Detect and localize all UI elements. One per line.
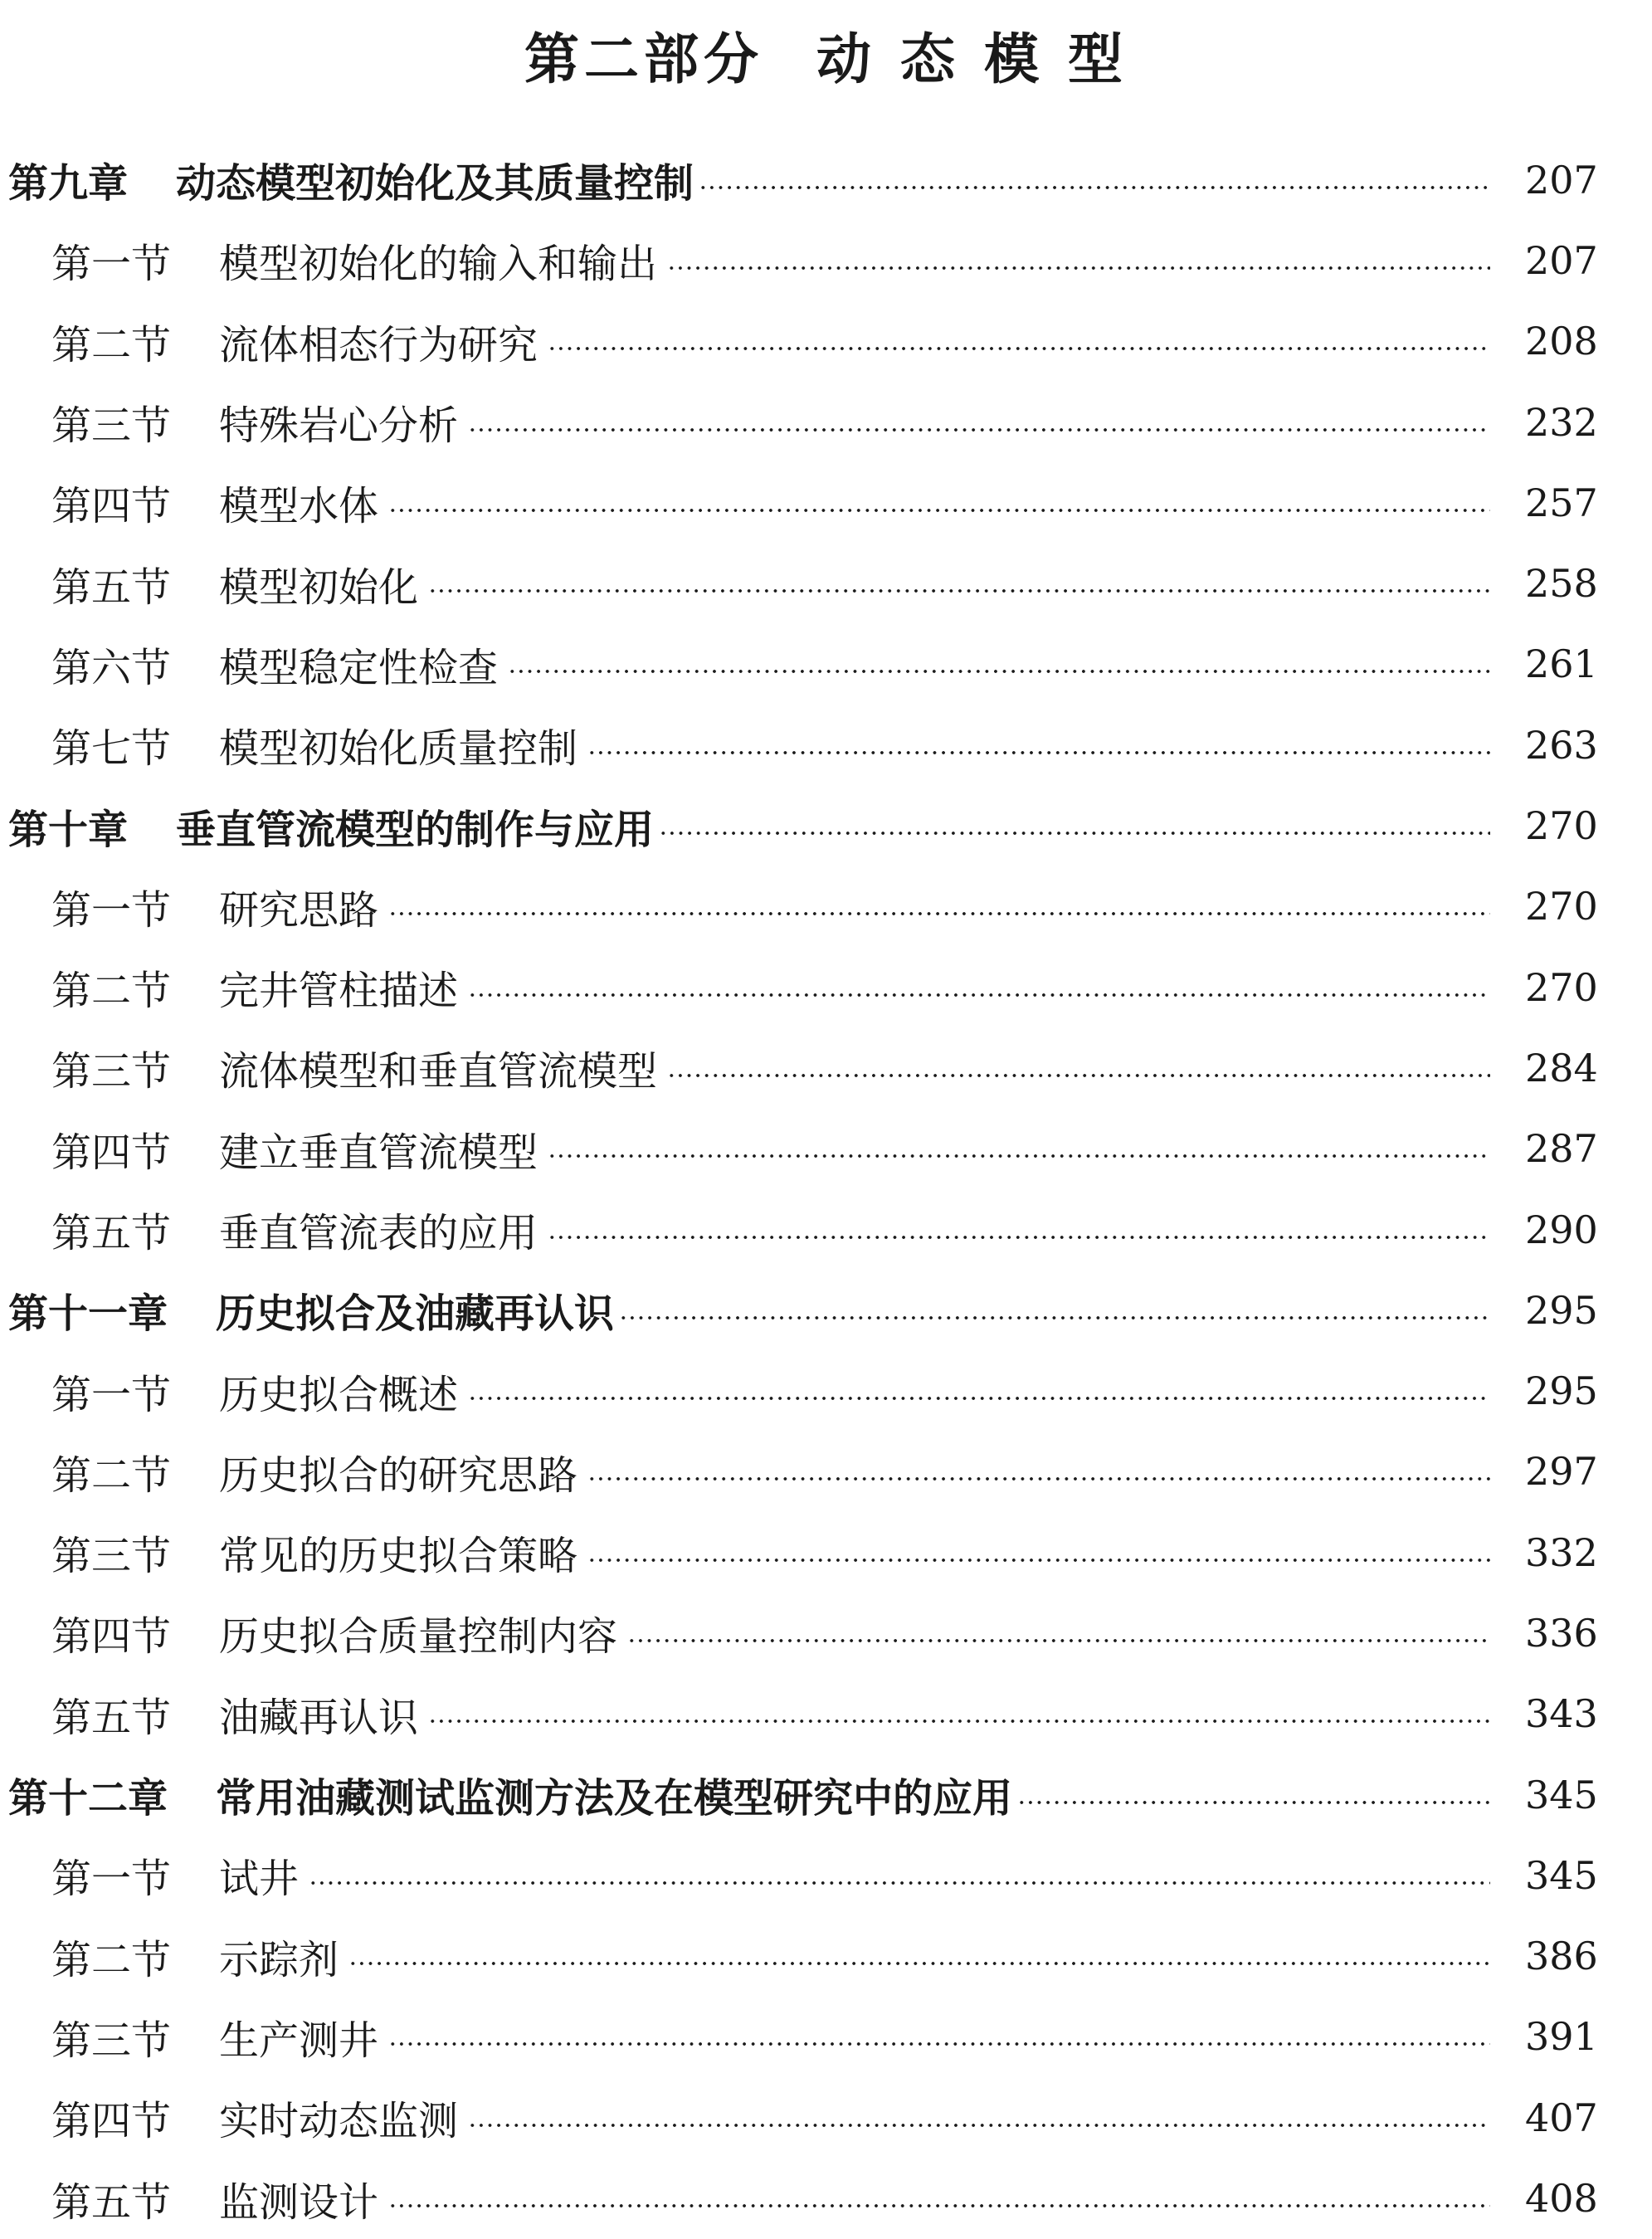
toc-entry-title: 动态模型初始化及其质量控制: [176, 160, 694, 207]
toc-entry-title: 模型初始化质量控制: [219, 725, 578, 773]
dot-leader: [428, 589, 1490, 593]
toc-section-row[interactable]: [8, 1674, 1598, 1754]
toc-entry-title: 历史拟合概述: [219, 1371, 459, 1418]
toc-entry-number: 第十二章: [8, 1775, 168, 1822]
toc-page-number: 407: [1525, 2095, 1598, 2140]
toc-entry-title: 示踪剂: [219, 1936, 339, 1983]
toc-entry-title: 特殊岩心分析: [219, 402, 459, 450]
toc-entry-number: 第四节: [51, 1613, 172, 1661]
toc-entry-number: 第二节: [51, 1936, 172, 1983]
toc-page-number: 345: [1525, 1852, 1598, 1898]
toc-section-row[interactable]: [8, 1835, 1598, 1915]
page-title: [0, 15, 1652, 94]
table-of-contents: [8, 139, 1598, 2239]
toc-entry-number: 第五节: [51, 2178, 172, 2226]
toc-entry-title: 模型初始化的输入和输出: [219, 241, 658, 288]
toc-entry-number: 第四节: [51, 483, 172, 530]
toc-entry-title: 油藏再认识: [219, 1694, 419, 1741]
toc-page-number: 261: [1525, 641, 1598, 687]
toc-page-number: 270: [1525, 803, 1598, 849]
toc-entry-number: 第九章: [8, 160, 129, 207]
toc-entry-title: 模型稳定性检查: [219, 644, 499, 691]
toc-entry-number: 第三节: [51, 402, 172, 450]
toc-entry-title: 试井: [219, 1856, 300, 1903]
toc-section-row[interactable]: [8, 1109, 1598, 1189]
toc-page-number: 343: [1525, 1691, 1598, 1737]
toc-entry-number: 第一节: [51, 886, 172, 934]
dot-leader: [548, 1236, 1490, 1239]
toc-entry-number: 第十一章: [8, 1290, 168, 1338]
toc-section-row[interactable]: [8, 866, 1598, 947]
dot-leader: [587, 1559, 1490, 1562]
toc-entry-number: 第一节: [51, 241, 172, 288]
toc-entry-title: 实时动态监测: [219, 2098, 459, 2145]
toc-section-row[interactable]: [8, 1432, 1598, 1512]
toc-entry-title: 常见的历史拟合策略: [219, 1533, 578, 1580]
dot-leader: [548, 347, 1490, 350]
toc-entry-number: 第七节: [51, 725, 172, 773]
toc-page-number: 290: [1525, 1207, 1598, 1252]
toc-section-row[interactable]: [8, 1997, 1598, 2077]
dot-leader: [388, 509, 1490, 512]
toc-entry-number: 第一节: [51, 1856, 172, 1903]
toc-entry-title: 流体模型和垂直管流模型: [219, 1048, 658, 1095]
dot-leader: [508, 670, 1490, 673]
toc-chapter-row[interactable]: [8, 1270, 1598, 1350]
toc-section-row[interactable]: [8, 462, 1598, 543]
toc-entry-title: 完井管柱描述: [219, 968, 459, 1015]
toc-entry-number: 第六节: [51, 644, 172, 691]
dot-leader: [619, 1316, 1490, 1319]
toc-entry-title: 垂直管流模型的制作与应用: [176, 806, 655, 853]
toc-section-row[interactable]: [8, 1350, 1598, 1431]
dot-leader: [1017, 1801, 1490, 1804]
toc-page-number: 284: [1525, 1045, 1598, 1090]
toc-page-number: 297: [1525, 1449, 1598, 1495]
dot-leader: [468, 993, 1490, 997]
toc-page-number: 295: [1525, 1368, 1598, 1414]
dot-leader: [468, 2124, 1490, 2127]
toc-section-row[interactable]: [8, 624, 1598, 705]
dot-leader: [468, 428, 1490, 432]
toc-page-number: 232: [1525, 399, 1598, 445]
toc-section-row[interactable]: [8, 705, 1598, 785]
part-title: 动 态 模 型: [816, 27, 1128, 91]
toc-entry-title: 常用油藏测试监测方法及在模型研究中的应用: [216, 1775, 1013, 1822]
toc-chapter-row[interactable]: [8, 139, 1598, 220]
toc-entry-title: 历史拟合的研究思路: [219, 1451, 578, 1499]
toc-page-number: 386: [1525, 1934, 1598, 1979]
toc-entry-number: 第十章: [8, 806, 129, 853]
toc-section-row[interactable]: [8, 543, 1598, 623]
toc-entry-number: 第三节: [51, 1533, 172, 1580]
toc-entry-number: 第二节: [51, 321, 172, 368]
dot-leader: [699, 186, 1490, 189]
toc-page-number: 258: [1525, 561, 1598, 607]
toc-entry-number: 第一节: [51, 1371, 172, 1418]
toc-entry-number: 第二节: [51, 968, 172, 1015]
toc-entry-title: 模型初始化: [219, 563, 419, 611]
toc-page-number: 408: [1525, 2176, 1598, 2222]
toc-entry-title: 历史拟合及油藏再认识: [216, 1290, 615, 1338]
dot-leader: [348, 1962, 1490, 1965]
toc-entry-title: 监测设计: [219, 2178, 379, 2226]
dot-leader: [468, 1397, 1490, 1400]
toc-page-number: 263: [1525, 722, 1598, 768]
toc-section-row[interactable]: [8, 220, 1598, 300]
toc-entry-number: 第四节: [51, 2098, 172, 2145]
toc-page-number: 345: [1525, 1772, 1598, 1817]
toc-section-row[interactable]: [8, 382, 1598, 462]
toc-page-number: 332: [1525, 1529, 1598, 1575]
dot-leader: [388, 2042, 1490, 2046]
dot-leader: [428, 1719, 1490, 1723]
dot-leader: [587, 1477, 1490, 1480]
toc-chapter-row[interactable]: [8, 785, 1598, 866]
dot-leader: [627, 1639, 1490, 1642]
toc-page-number: 287: [1525, 1126, 1598, 1172]
dot-leader: [667, 266, 1490, 270]
toc-entry-title: 模型水体: [219, 483, 379, 530]
dot-leader: [388, 912, 1490, 915]
dot-leader: [548, 1154, 1490, 1158]
toc-page-number: 207: [1525, 237, 1598, 283]
toc-section-row[interactable]: [8, 301, 1598, 382]
toc-section-row[interactable]: [8, 947, 1598, 1027]
dot-leader: [587, 751, 1490, 754]
toc-page-number: 391: [1525, 2014, 1598, 2060]
toc-page-number: 270: [1525, 884, 1598, 929]
toc-page-number: 336: [1525, 1610, 1598, 1656]
toc-page-number: 257: [1525, 480, 1598, 525]
toc-entry-title: 研究思路: [219, 886, 379, 934]
toc-entry-number: 第二节: [51, 1451, 172, 1499]
part-label: 第二部分: [524, 27, 764, 91]
toc-entry-title: 建立垂直管流模型: [219, 1129, 538, 1176]
toc-entry-number: 第五节: [51, 1210, 172, 1256]
toc-chapter-row[interactable]: [8, 1754, 1598, 1835]
toc-page-number: 270: [1525, 964, 1598, 1010]
dot-leader: [659, 832, 1490, 835]
toc-section-row[interactable]: [8, 1593, 1598, 1673]
toc-entry-title: 历史拟合质量控制内容: [219, 1613, 618, 1661]
toc-section-row[interactable]: [8, 1512, 1598, 1593]
toc-page-number: 208: [1525, 319, 1598, 364]
toc-entry-number: 第四节: [51, 1129, 172, 1176]
toc-entry-title: 流体相态行为研究: [219, 321, 538, 368]
toc-section-row[interactable]: [8, 2077, 1598, 2158]
toc-entry-title: 垂直管流表的应用: [219, 1210, 538, 1256]
toc-entry-number: 第三节: [51, 2017, 172, 2064]
toc-entry-number: 第五节: [51, 1694, 172, 1741]
toc-entry-number: 第三节: [51, 1048, 172, 1095]
toc-page-number: 295: [1525, 1287, 1598, 1333]
toc-section-row[interactable]: [8, 1027, 1598, 1108]
toc-entry-number: 第五节: [51, 563, 172, 611]
dot-leader: [309, 1881, 1490, 1885]
toc-page-number: 207: [1525, 157, 1598, 202]
dot-leader: [388, 2204, 1490, 2207]
toc-section-row[interactable]: [8, 1189, 1598, 1270]
toc-entry-title: 生产测井: [219, 2017, 379, 2064]
dot-leader: [667, 1074, 1490, 1077]
toc-section-row[interactable]: [8, 1916, 1598, 1997]
toc-section-row[interactable]: [8, 2158, 1598, 2238]
